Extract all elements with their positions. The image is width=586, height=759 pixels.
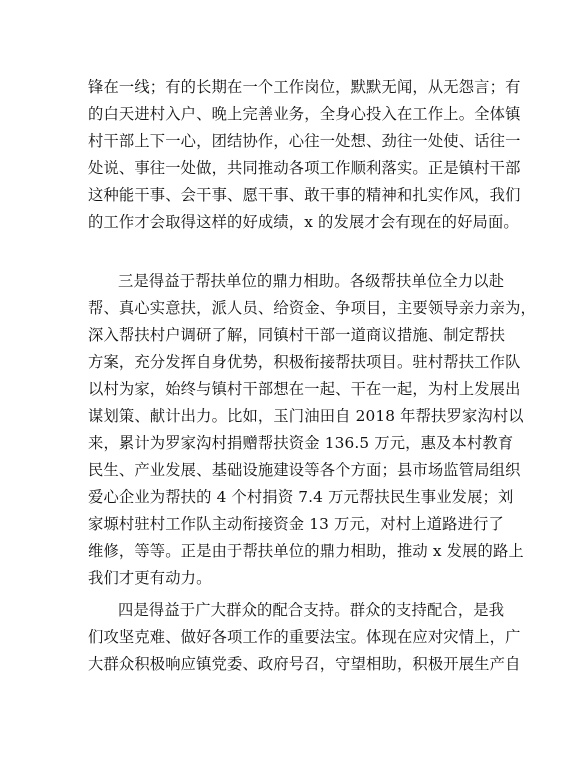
paragraph-3-line-1: 四是得益于广大群众的配合支持。群众的支持配合，是我 bbox=[118, 601, 505, 619]
paragraph-1-line-3: 村干部上下一心，团结协作，心往一处想、劲往一处使、话往一 bbox=[88, 132, 521, 150]
paragraph-2-line-12: 我们才更有动力。 bbox=[88, 569, 212, 587]
paragraph-2-line-3: 深入帮扶村户调研了解，同镇村干部一道商议措施、制定帮扶 bbox=[88, 326, 506, 344]
paragraph-1-line-2: 的白天进村入户、晚上完善业务，全身心投入在工作上。全体镇 bbox=[88, 105, 521, 123]
paragraph-1-line-1: 锋在一线；有的长期在一个工作岗位，默默无闻，从无怨言；有 bbox=[88, 78, 521, 96]
paragraph-3-line-2: 们攻坚克难、做好各项工作的重要法宝。体现在应对灾情上，广 bbox=[88, 628, 521, 646]
paragraph-2-line-10: 家塬村驻村工作队主动衔接资金 13 万元，对村上道路进行了 bbox=[88, 515, 504, 533]
paragraph-2-line-6: 谋划策、献计出力。比如，玉门油田自 2018 年帮扶罗家沟村以 bbox=[88, 407, 524, 425]
paragraph-1-line-6: 的工作才会取得这样的好成绩，x 的发展才会有现在的好局面。 bbox=[88, 213, 519, 231]
paragraph-2-line-5: 以村为家，始终与镇村干部想在一起、干在一起，为村上发展出 bbox=[88, 380, 521, 398]
paragraph-2-line-9: 爱心企业为帮扶的 4 个村捐资 7.4 万元帮扶民生事业发展；刘 bbox=[88, 488, 514, 506]
paragraph-2-line-11: 维修，等等。正是由于帮扶单位的鼎力相助，推动 x 发展的路上 bbox=[88, 542, 524, 560]
paragraph-1-line-5: 这种能干事、会干事、愿干事、敢干事的精神和扎实作风，我们 bbox=[88, 186, 521, 204]
paragraph-2-line-8: 民生、产业发展、基础设施建设等各个方面；县市场监管局组织 bbox=[88, 461, 521, 479]
paragraph-2-line-7: 来，累计为罗家沟村捐赠帮扶资金 136.5 万元，惠及本村教育 bbox=[88, 434, 514, 452]
paragraph-2-line-2: 帮、真心实意扶，派人员、给资金、争项目，主要领导亲力亲为， bbox=[88, 299, 536, 317]
paragraph-3-line-3: 大群众积极响应镇党委、政府号召，守望相助，积极开展生产自 bbox=[88, 655, 521, 673]
paragraph-2-line-1: 三是得益于帮扶单位的鼎力相助。各级帮扶单位全力以赴 bbox=[118, 272, 505, 290]
paragraph-1-line-4: 处说、事往一处做，共同推动各项工作顺利落实。正是镇村干部 bbox=[88, 159, 521, 177]
paragraph-2-line-4: 方案，充分发挥自身优势，积极衔接帮扶项目。驻村帮扶工作队 bbox=[88, 353, 521, 371]
